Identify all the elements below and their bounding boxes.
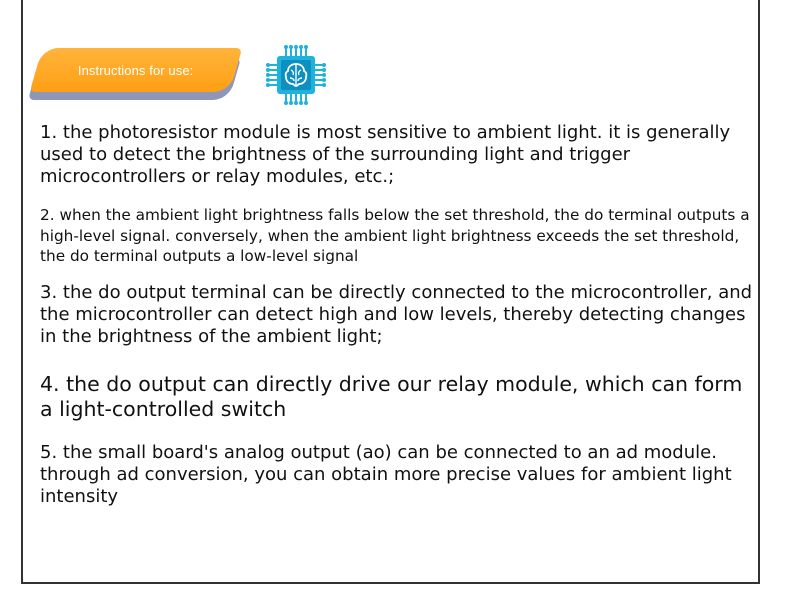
instruction-item: 1. the photoresistor module is most sensitive to ambient light. it is generally used to detect the brightness of the surrounding light and trigger microcontrollers or relay modules, etc.; bbox=[40, 122, 731, 187]
banner-label: Instructions for use: bbox=[78, 62, 194, 78]
instruction-item: 4. the do output can directly drive our relay module, which can form a light-controlled switch bbox=[40, 371, 743, 421]
instructions-banner bbox=[30, 48, 243, 92]
instruction-item: 2. when the ambient light brightness falls below the set threshold, the do terminal outputs a high-level signal. conversely, when the ambient light brightness exceeds the set threshold, the do terminal outputs a low-level signal bbox=[40, 206, 750, 265]
instructions-list bbox=[40, 122, 755, 508]
microchip-brain-icon bbox=[264, 43, 328, 107]
instruction-item: 5. the small board's analog output (ao) can be connected to an ad module. through ad conversion, you can obtain more precise values for ambient light intensity bbox=[40, 441, 732, 507]
instruction-item: 3. the do output terminal can be directly connected to the microcontroller, and the microcontroller can detect high and low levels, thereby detecting changes in the brightness of the ambient light; bbox=[40, 281, 753, 347]
